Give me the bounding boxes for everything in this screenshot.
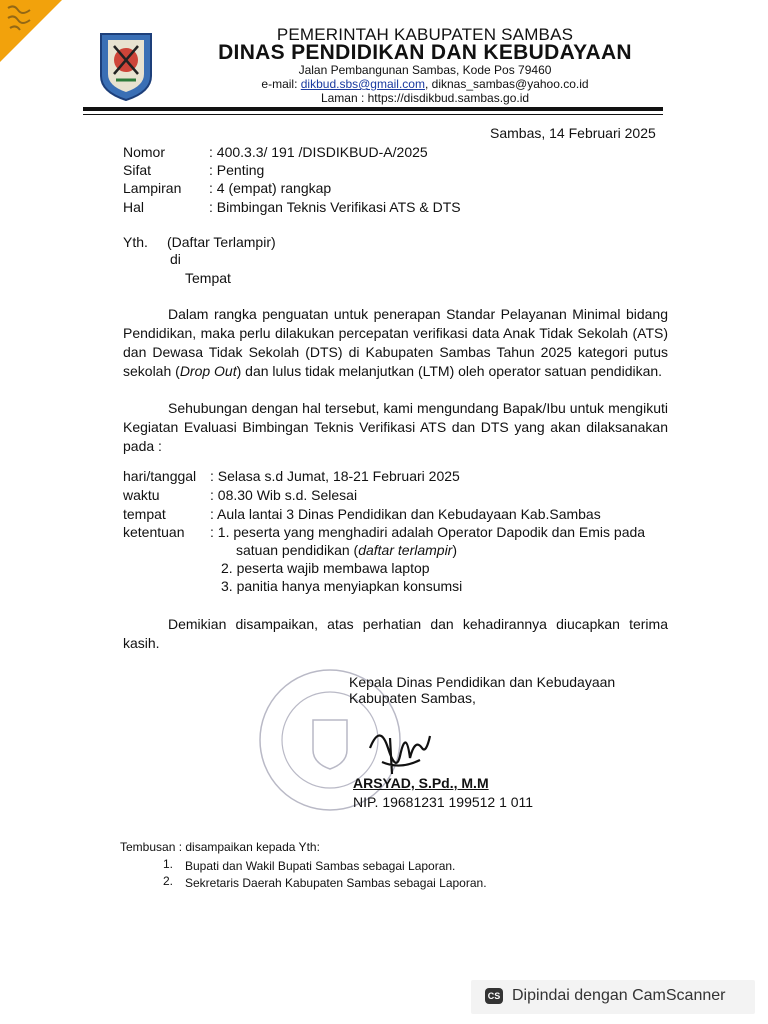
signatory-region: Kabupaten Sambas, xyxy=(349,690,476,706)
meta-label: Hal xyxy=(123,199,145,215)
tembusan-num: 1. xyxy=(163,857,174,871)
office-address: Jalan Pembangunan Sambas, Kode Pos 79460 xyxy=(298,63,552,77)
ketentuan-text: ) xyxy=(452,542,458,558)
office-website: Laman : https://disdikbud.sambas.go.id xyxy=(320,91,530,105)
tembusan-item: Sekretaris Daerah Kabupaten Sambas sebagai Laporan. xyxy=(185,876,487,890)
detail-value: : Aula lantai 3 Dinas Pendidikan dan Kebudayaan Kab.Sambas xyxy=(210,506,601,522)
recipient-di: di xyxy=(170,251,181,267)
detail-label: waktu xyxy=(123,487,160,503)
office-name: DINAS PENDIDIKAN DAN KEBUDAYAAN xyxy=(218,41,632,64)
tembusan-heading: Tembusan : disampaikan kepada Yth: xyxy=(120,840,320,854)
ketentuan-item: 2. peserta wajib membawa laptop xyxy=(221,560,430,576)
detail-label: ketentuan xyxy=(123,524,185,540)
letter-date: Sambas, 14 Februari 2025 xyxy=(490,125,656,141)
recipient-name: (Daftar Terlampir) xyxy=(167,234,276,250)
letterhead-rule-thin xyxy=(83,114,663,115)
email-link[interactable]: dikbud.sbs@gmail.com xyxy=(300,77,425,91)
ketentuan-emphasis: daftar terlampir xyxy=(358,542,453,558)
recipient-yth: Yth. xyxy=(123,234,148,250)
signature-icon xyxy=(360,718,435,778)
body-emphasis: Drop Out xyxy=(179,363,237,379)
body-text: ) dan lulus tidak melanjutkan (LTM) oleh operator satuan pendidikan. xyxy=(236,363,663,379)
meta-label: Sifat xyxy=(123,162,152,178)
ketentuan-continued xyxy=(236,542,457,558)
tembusan-item: Bupati dan Wakil Bupati Sambas sebagai Laporan. xyxy=(185,859,456,873)
signatory-title: Kepala Dinas Pendidikan dan Kebudayaan xyxy=(349,674,616,690)
email-rest: , diknas_sambas@yahoo.co.id xyxy=(424,77,589,91)
email-prefix: e-mail: xyxy=(261,77,301,91)
ketentuan-text: satuan pendidikan ( xyxy=(236,542,359,558)
ketentuan-item: 3. panitia hanya menyiapkan konsumsi xyxy=(221,578,463,594)
body-text: Dalam rangka penguatan untuk penerapan Standar Pelayanan Minimal bidang Pendidikan, maka perlu dilakukan percepatan verifikasi data Anak Tidak Sekolah (ATS) dan Dewasa Tidak Sekolah (DTS) di Kabupaten Sambas Tahun 2025 kategori putus sekolah ( xyxy=(123,306,668,379)
detail-value: : Selasa s.d Jumat, 18-21 Februari 2025 xyxy=(210,468,460,484)
camscanner-text: Dipindai dengan CamScanner xyxy=(512,987,726,1004)
detail-label: hari/tanggal xyxy=(123,468,197,484)
office-email xyxy=(195,77,655,91)
camscanner-watermark xyxy=(471,980,755,1014)
camscanner-icon: CS xyxy=(485,988,503,1004)
meta-label: Nomor xyxy=(123,144,166,160)
tembusan-num: 2. xyxy=(163,874,174,888)
detail-label: tempat xyxy=(123,506,166,522)
meta-value: : Penting xyxy=(209,162,265,178)
batik-pattern xyxy=(6,4,42,32)
meta-value: : 400.3.3/ 191 /DISDIKBUD-A/2025 xyxy=(209,144,428,160)
government-name: PEMERINTAH KABUPATEN SAMBAS xyxy=(276,25,574,44)
meta-value: : 4 (empat) rangkap xyxy=(209,180,332,196)
meta-label: Lampiran xyxy=(123,180,182,196)
body-paragraph-1 xyxy=(123,305,668,381)
closing-paragraph: Demikian disampaikan, atas perhatian dan kehadirannya diucapkan terima kasih. xyxy=(123,616,668,651)
detail-value: : 1. peserta yang menghadiri adalah Operator Dapodik dan Emis pada xyxy=(210,524,646,540)
regency-logo-icon xyxy=(96,30,156,102)
signatory-nip: NIP. 19681231 199512 1 011 xyxy=(353,794,534,810)
recipient-place: Tempat xyxy=(185,270,231,286)
signatory-name: ARSYAD, S.Pd., M.M xyxy=(353,775,489,791)
letterhead-rule-thick xyxy=(83,107,663,111)
body-paragraph-2: Sehubungan dengan hal tersebut, kami mengundang Bapak/Ibu untuk mengikuti Kegiatan Evaluasi Bimbingan Teknis Verifikasi ATS dan DTS yang akan dilaksanakan pada : xyxy=(123,400,668,454)
detail-value: : 08.30 Wib s.d. Selesai xyxy=(210,487,358,503)
meta-value: : Bimbingan Teknis Verifikasi ATS & DTS xyxy=(209,199,461,215)
